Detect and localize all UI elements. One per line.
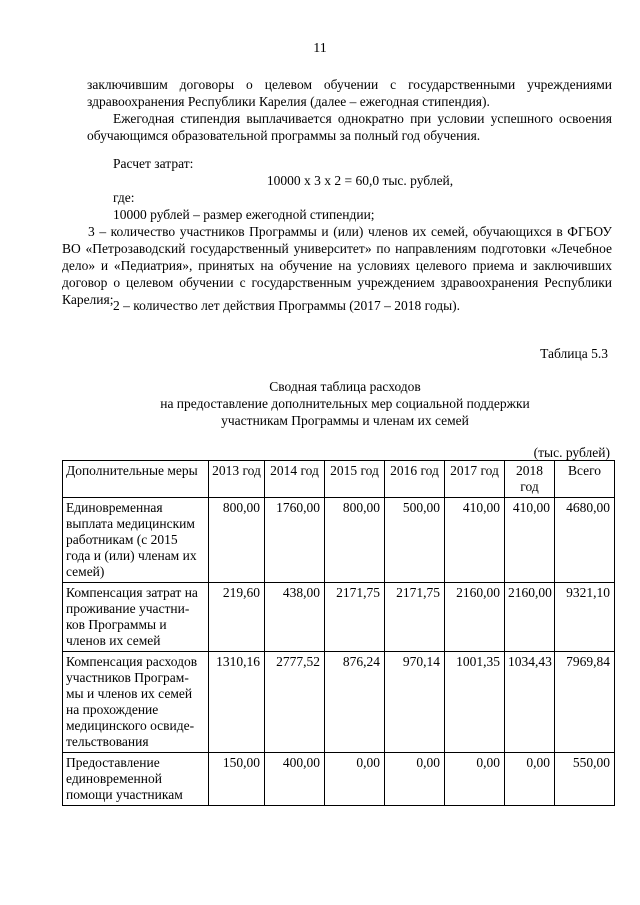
value-cell: 400,00 — [265, 753, 325, 806]
table-row — [63, 583, 615, 652]
header-cell: Всего — [555, 461, 615, 498]
value-cell: 0,00 — [445, 753, 505, 806]
table-title — [70, 378, 620, 429]
table-row — [63, 753, 615, 806]
paragraph-scholarship-intro: заключившим договоры о целевом обучении с государственными учреждениями здравоохранения Республики Карелия (далее – ежегодная стипендия). — [87, 77, 612, 109]
table-title-line: участникам Программы и членам их семей — [221, 413, 469, 428]
value-cell: 1760,00 — [265, 498, 325, 583]
value-cell: 970,14 — [385, 652, 445, 753]
table-title-line: Сводная таблица расходов — [269, 379, 421, 394]
header-cell: 2013 год — [209, 461, 265, 498]
value-cell: 2160,00 — [505, 583, 555, 652]
value-cell: 0,00 — [385, 753, 445, 806]
table-row — [63, 498, 615, 583]
value-cell: 438,00 — [265, 583, 325, 652]
definition-participants: 3 – количество участников Программы и (или) членов их семей, обучающихся в ФГБОУ ВО «Петрозаводский государственный университет» по направлениям подготовки «Лечебное дело» и «Педиатрия», принятых на обучение на условиях целевого приема и заключивших договор о целевом обучении с государственным учреждением здравоохранения Республики Карелия; — [62, 224, 612, 307]
value-cell: 2777,52 — [265, 652, 325, 753]
header-cell: 2014 год — [265, 461, 325, 498]
row-label: Компенсация расходов участников Програм-мы и членов их семей на прохождение медицинского освиде-тельствования — [63, 652, 209, 753]
header-cell: 2017 год — [445, 461, 505, 498]
calc-label: Расчет затрат: — [113, 156, 194, 171]
table-header-row — [63, 461, 615, 498]
unit-note: (тыс. рублей) — [533, 445, 610, 460]
where-label: где: — [113, 190, 135, 205]
value-cell: 2171,75 — [325, 583, 385, 652]
value-cell: 800,00 — [209, 498, 265, 583]
row-label: Предоставление единовременной помощи участникам — [63, 753, 209, 806]
table-row — [63, 652, 615, 753]
expense-table — [62, 460, 615, 806]
value-cell: 7969,84 — [555, 652, 615, 753]
header-cell: 2015 год — [325, 461, 385, 498]
value-cell: 876,24 — [325, 652, 385, 753]
value-cell: 410,00 — [505, 498, 555, 583]
calc-formula: 10000 х 3 х 2 = 60,0 тыс. рублей, — [266, 173, 454, 188]
definition-years: 2 – количество лет действия Программы (2017 – 2018 годы). — [113, 298, 461, 313]
paragraph-scholarship-condition: Ежегодная стипендия выплачивается однократно при условии успешного освоения обучающимся образовательной программы за полный год обучения. — [87, 111, 612, 143]
value-cell: 1001,35 — [445, 652, 505, 753]
value-cell: 500,00 — [385, 498, 445, 583]
table-label: Таблица 5.3 — [540, 346, 608, 361]
value-cell: 9321,10 — [555, 583, 615, 652]
header-cell: Дополнительные меры — [63, 461, 209, 498]
value-cell: 219,60 — [209, 583, 265, 652]
value-cell: 800,00 — [325, 498, 385, 583]
row-label: Единовременная выплата медицинским работникам (с 2015 года и (или) членам их семей) — [63, 498, 209, 583]
value-cell: 150,00 — [209, 753, 265, 806]
value-cell: 2171,75 — [385, 583, 445, 652]
table-title-line: на предоставление дополнительных мер социальной поддержки — [160, 396, 530, 411]
value-cell: 550,00 — [555, 753, 615, 806]
value-cell: 1034,43 — [505, 652, 555, 753]
value-cell: 410,00 — [445, 498, 505, 583]
value-cell: 0,00 — [325, 753, 385, 806]
value-cell: 4680,00 — [555, 498, 615, 583]
value-cell: 1310,16 — [209, 652, 265, 753]
row-label: Компенсация затрат на проживание участни-ков Программы и членов их семей — [63, 583, 209, 652]
definition-amount: 10000 рублей – размер ежегодной стипендии; — [113, 207, 375, 222]
page-number: 11 — [313, 41, 327, 56]
header-cell: 2016 год — [385, 461, 445, 498]
value-cell: 0,00 — [505, 753, 555, 806]
value-cell: 2160,00 — [445, 583, 505, 652]
header-cell: 2018 год — [505, 461, 555, 498]
